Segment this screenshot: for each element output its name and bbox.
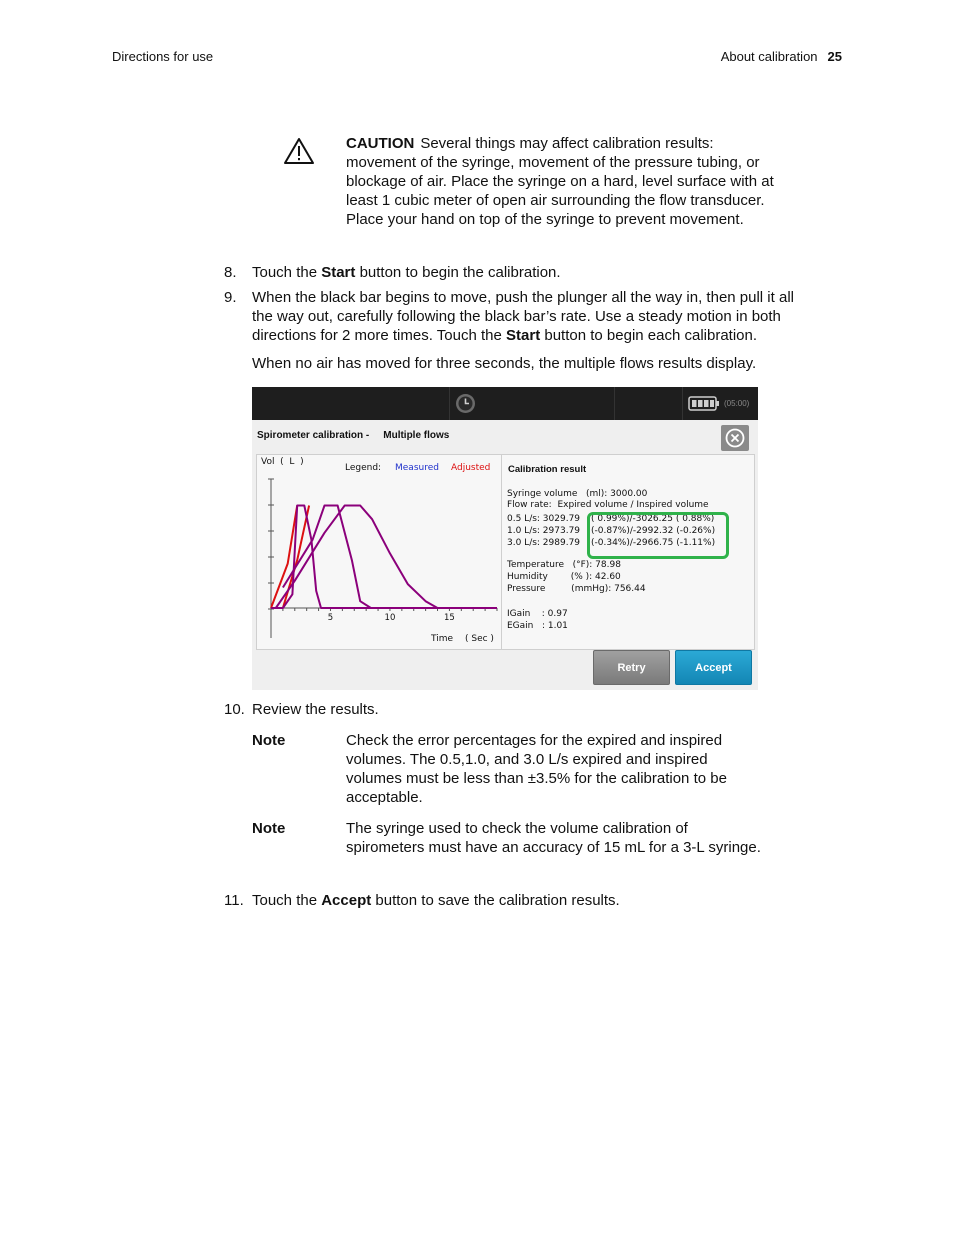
x-tick-label: 15 [444,613,455,623]
step-text: Review the results. [252,701,379,718]
step-11 [224,891,724,911]
note-text: Check the error percentages for the expired and inspired volumes. The 0.5,1.0, and 3.0 L/s expired and inspired volumes must be less than ±3.5% for the calibration to be acceptable. [346,732,727,806]
step-number: 10. [224,701,245,718]
humidity: Humidity (% ): 42.60 [507,572,621,582]
accept-button[interactable]: Accept [675,650,752,685]
note-1 [252,731,772,811]
note-label: Note [252,820,286,837]
battery-icon [688,396,720,411]
screen-subtitle: Multiple flows [383,430,450,441]
x-axis-unit: ( Sec ) [465,634,494,644]
egain: EGain : 1.01 [507,621,568,631]
result-heading: Calibration result [508,464,587,475]
note-label: Note [252,732,286,749]
flow-row-value: ( 0.99%)/-3026.25 ( 0.88%) [591,514,715,524]
battery-timer: (05:00) [724,399,750,408]
step-9 [224,288,824,348]
pressure: Pressure (mmHg): 756.44 [507,584,646,594]
caution-block [346,134,776,229]
caution-text: Several things may affect calibration results: movement of the syringe, movement of the pressure tubing, or blockage of air. Place the syringe on a hard, level surface with at least 1 cubic meter of open air surrounding the flow transducer. Place your hand on top of the syringe to prevent movement. [346,135,774,228]
caution-label: CAUTION [346,135,415,152]
step-10 [224,700,624,720]
status-bar [252,387,758,420]
series-line [283,506,497,609]
flow-chart-panel [256,454,502,650]
clock-icon [455,393,476,414]
note-2 [252,819,772,879]
syringe-volume: Syringe volume (ml): 3000.00 [507,489,648,499]
running-header-right [721,49,842,64]
step-number: 9. [224,289,237,306]
step-8 [224,263,784,283]
flow-row-label: 0.5 L/s: 3029.79 [507,514,581,524]
device-screenshot [252,387,758,690]
igain: IGain : 0.97 [507,609,568,619]
series-line [276,506,497,609]
calibration-result-panel [501,454,755,650]
x-tick-label: 5 [327,613,334,623]
retry-button[interactable]: Retry [593,650,670,685]
step-text: Touch the Accept button to save the calibration results. [252,892,620,909]
step-text: Touch the Start button to begin the calibration. [252,264,561,281]
flow-row-label: 1.0 L/s: 2973.79 [507,526,581,536]
flow-rate-header: Flow rate: Expired volume / Inspired volume [507,500,709,510]
note-text: The syringe used to check the volume calibration of spirometers must have an accuracy of 15 mL for a 3-L syringe. [346,820,761,856]
step-number: 11. [224,892,244,909]
close-button[interactable] [721,425,749,451]
flow-chart [257,455,501,649]
step-number: 8. [224,264,237,281]
section-title: About calibration [720,49,818,64]
results-intro: When no air has moved for three seconds, the multiple flows results display. [252,355,757,372]
temperature: Temperature (°F): 78.98 [507,560,621,570]
flow-row-value: (-0.34%)/-2966.75 (-1.11%) [591,538,716,548]
warning-triangle-icon [283,137,315,165]
flow-row-value: (-0.87%)/-2992.32 (-0.26%) [591,526,716,536]
legend-label: Legend: [345,463,382,473]
legend-measured: Measured [395,463,439,473]
page-number: 25 [827,49,842,64]
close-circle-icon [721,425,749,451]
legend-adjusted: Adjusted [451,463,491,473]
x-axis-label: Time [431,634,454,644]
y-axis-label: Vol ( L ) [261,457,304,467]
running-header-left: Directions for use [112,49,214,64]
step-text: When the black bar begins to move, push the plunger all the way in, then pull it all the way out, carefully following the black bar’s rate. Use a steady motion in both directions for 2 more times. Touch the Start button to begin each calibration. [252,289,794,344]
x-tick-label: 10 [384,613,396,623]
screen-title: Spirometer calibration - Multiple flows [257,430,450,441]
flow-row-label: 3.0 L/s: 2989.79 [507,538,581,548]
error-highlight-box [587,512,729,559]
